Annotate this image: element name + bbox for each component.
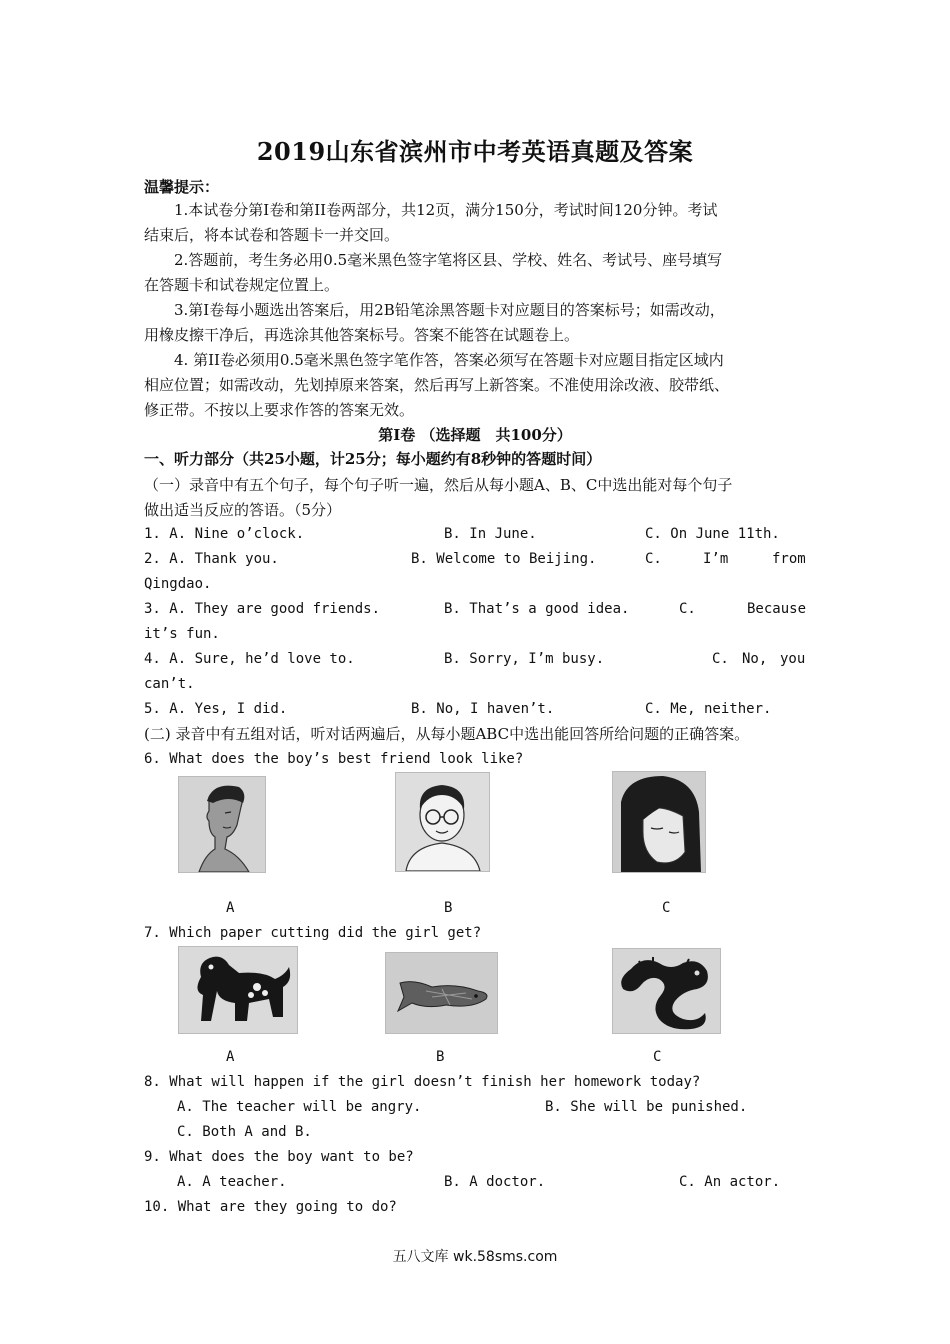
- q3-option-b: B. That’s a good idea.: [444, 601, 630, 617]
- q5-option-c: C. Me, neither.: [645, 701, 772, 717]
- q6-question: 6. What does the boy’s best friend look like?: [144, 751, 524, 767]
- q7-label-b: B: [436, 1049, 445, 1065]
- q9-question: 9. What does the boy want to be?: [144, 1149, 414, 1165]
- q2-option-c-word-2: from: [772, 551, 806, 567]
- q6-picture-a: [178, 776, 266, 873]
- q4-option-c-word-1: No,: [742, 651, 768, 667]
- q8-option-c: C. Both A and B.: [177, 1124, 312, 1140]
- tip-item-1: [144, 198, 810, 248]
- q2-option-c-word-1: I’m: [703, 551, 729, 567]
- q5-option-a: 5. A. Yes, I did.: [144, 701, 288, 717]
- tips-heading: 温馨提示：: [144, 178, 220, 196]
- man-profile-image: [179, 777, 265, 872]
- q6-picture-b: [395, 772, 490, 872]
- tip-4-line-2: 相应位置；如需改动，先划掉原来答案，然后再写上新答案。不准使用涂改液、胶带纸、: [144, 376, 730, 394]
- q10-question: 10. What are they going to do?: [144, 1199, 397, 1215]
- q7-question: 7. Which paper cutting did the girl get?: [144, 925, 482, 941]
- q9-option-a: A. A teacher.: [177, 1174, 287, 1190]
- boy-glasses-image: [396, 773, 489, 871]
- dog-paper-cutting-image: [179, 947, 297, 1033]
- sub-section-one: [144, 473, 824, 523]
- q1-option-c: C. On June 11th.: [645, 526, 780, 542]
- q9-option-b: B. A doctor.: [444, 1174, 546, 1190]
- sub-one-line-2: 做出适当反应的答语。（5分）: [144, 501, 342, 519]
- tip-4-line-1: 4. 第II卷必须用0.5毫米黑色签字笔作答，答案必须写在答题卡对应题目指定区域内: [174, 351, 724, 369]
- q7-picture-a: [178, 946, 298, 1034]
- page-title: 2019山东省滨州市中考英语真题及答案: [256, 137, 694, 166]
- q7-label-a: A: [226, 1049, 235, 1065]
- tip-1-line-1: 1.本试卷分第Ⅰ卷和第II卷两部分，共12页，满分150分，考试时间120分钟。考试: [174, 201, 718, 219]
- q7-picture-b: [385, 952, 498, 1034]
- tip-2-line-1: 2.答题前，考生务必用0.5毫米黑色签字笔将区县、学校、姓名、考试号、座号填写: [174, 251, 723, 269]
- q6-picture-c: [612, 771, 706, 873]
- tip-3-line-2: 用橡皮擦干净后，再选涂其他答案标号。答案不能答在试题卷上。: [144, 326, 580, 344]
- tip-3-line-1: 3.第Ⅰ卷每小题选出答案后，用2B铅笔涂黑答题卡对应题目的答案标号；如需改动，: [174, 301, 725, 319]
- q7-picture-c: [612, 948, 721, 1034]
- q1-option-a: 1. A. Nine o’clock.: [144, 526, 305, 542]
- q9-option-c: C. An actor.: [679, 1174, 781, 1190]
- page-footer: 五八文库 wk.58sms.com: [392, 1249, 558, 1265]
- q1-option-b: B. In June.: [444, 526, 537, 542]
- tip-4-line-3: 修正带。不按以上要求作答的答案无效。: [144, 401, 415, 419]
- part-one-title: 第Ⅰ卷 （选择题 共100分）: [378, 426, 572, 444]
- q2-option-c-label: C.: [645, 551, 662, 567]
- q4-option-c-label: C.: [712, 651, 729, 667]
- q2-option-c-cont: Qingdao.: [144, 576, 212, 592]
- q3-option-a: 3. A. They are good friends.: [144, 601, 381, 617]
- q2-option-b: B. Welcome to Beijing.: [411, 551, 597, 567]
- q5-option-b: B. No, I haven’t.: [411, 701, 555, 717]
- q7-label-c: C: [653, 1049, 662, 1065]
- q6-label-b: B: [444, 900, 453, 916]
- tip-1-line-2: 结束后，将本试卷和答题卡一并交回。: [144, 226, 400, 244]
- q2-option-a: 2. A. Thank you.: [144, 551, 279, 567]
- sub-section-two: (二) 录音中有五组对话，听对话两遍后，从每小题ABC中选出能回答所给问题的正确答案。: [144, 725, 750, 743]
- section-one-title: 一、听力部分（共25小题，计25分；每小题约有8秒钟的答题时间）: [144, 450, 602, 468]
- q3-option-c-label: C.: [679, 601, 696, 617]
- tip-item-3: [144, 298, 810, 348]
- tip-item-2: [144, 248, 810, 298]
- dragon-paper-cutting-image: [613, 949, 720, 1033]
- q8-option-a: A. The teacher will be angry.: [177, 1099, 422, 1115]
- tip-item-4: [144, 348, 810, 423]
- q6-label-c: C: [662, 900, 671, 916]
- q3-option-c-cont: it’s fun.: [144, 626, 220, 642]
- sub-one-line-1: （一）录音中有五个句子，每个句子听一遍，然后从每小题A、B、C中选出能对每个句子: [144, 476, 733, 494]
- q4-option-c-word-2: you: [780, 651, 806, 667]
- q8-option-b: B. She will be punished.: [545, 1099, 748, 1115]
- q3-option-c-word: Because: [747, 601, 807, 617]
- q4-option-c-cont: can’t.: [144, 676, 195, 692]
- q4-option-b: B. Sorry, I’m busy.: [444, 651, 605, 667]
- girl-long-hair-image: [613, 772, 705, 872]
- fish-paper-cutting-image: [386, 953, 497, 1033]
- q6-label-a: A: [226, 900, 235, 916]
- q8-question: 8. What will happen if the girl doesn’t finish her homework today?: [144, 1074, 701, 1090]
- q4-option-a: 4. A. Sure, he’d love to.: [144, 651, 355, 667]
- tip-2-line-2: 在答题卡和试卷规定位置上。: [144, 276, 340, 294]
